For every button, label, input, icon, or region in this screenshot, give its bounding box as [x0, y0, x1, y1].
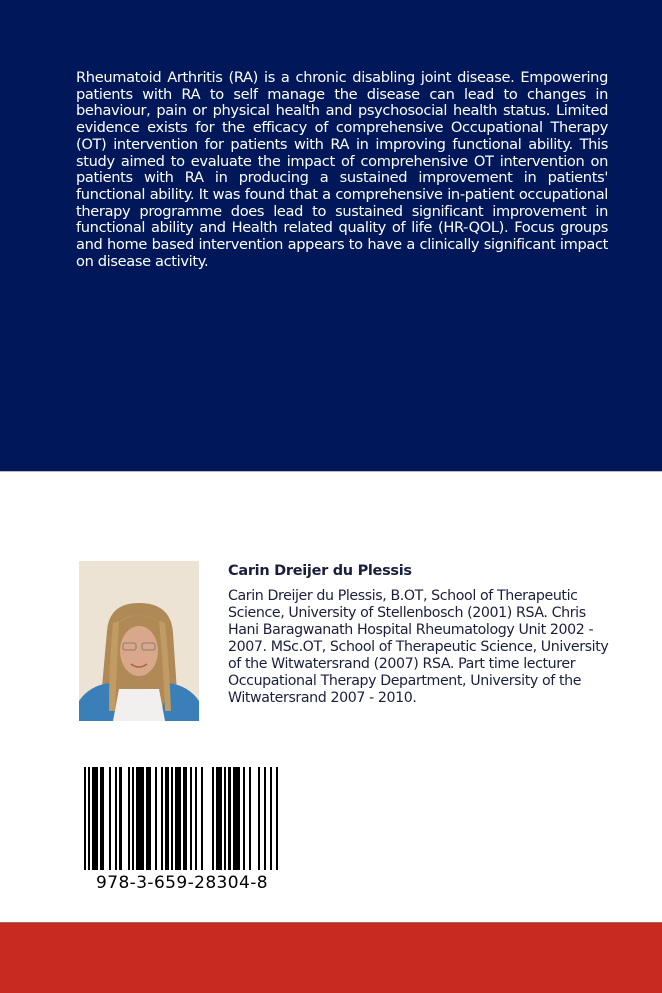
author-name: Carin Dreijer du Plessis: [228, 563, 412, 579]
back-cover-top-panel: [0, 0, 662, 471]
book-blurb: Rheumatoid Arthritis (RA) is a chronic disabling joint disease. Empowering patients with RA to self manage the disease can lead to changes in behaviour, pain or physical health and psychosocial health status. Limited evidence exists for the efficacy of comprehensive Occupational Therapy (OT) intervention for patients with RA in improving functional ability. This study aimed to evaluate the impact of comprehensive OT intervention on patients with RA in producing a sustained improvement in patients' functional ability. It was found that a comprehensive in-patient occupational therapy programme does lead to sustained significant improvement in functional ability and Health related quality of life (HR-QOL). Focus groups and home based intervention appears to have a clinically significant impact on disease activity.: [76, 69, 608, 270]
author-bio: Carin Dreijer du Plessis, B.OT, School of Therapeutic Science, University of Stellenbosch (2001) RSA. Chris Hani Baragwanath Hospital Rheumatology Unit 2002 - 2007. MSc.OT, School of Therapeutic Science, University of the Witwatersrand (2007) RSA. Part time lecturer Occupational Therapy Department, University of the Witwatersrand 2007 - 2010.: [228, 588, 609, 706]
panel-divider: [0, 471, 662, 472]
isbn-number: 978-3-659-28304-8: [96, 873, 268, 893]
author-photo: [79, 561, 199, 721]
bottom-color-band: [0, 923, 662, 993]
isbn-barcode: [84, 767, 280, 870]
